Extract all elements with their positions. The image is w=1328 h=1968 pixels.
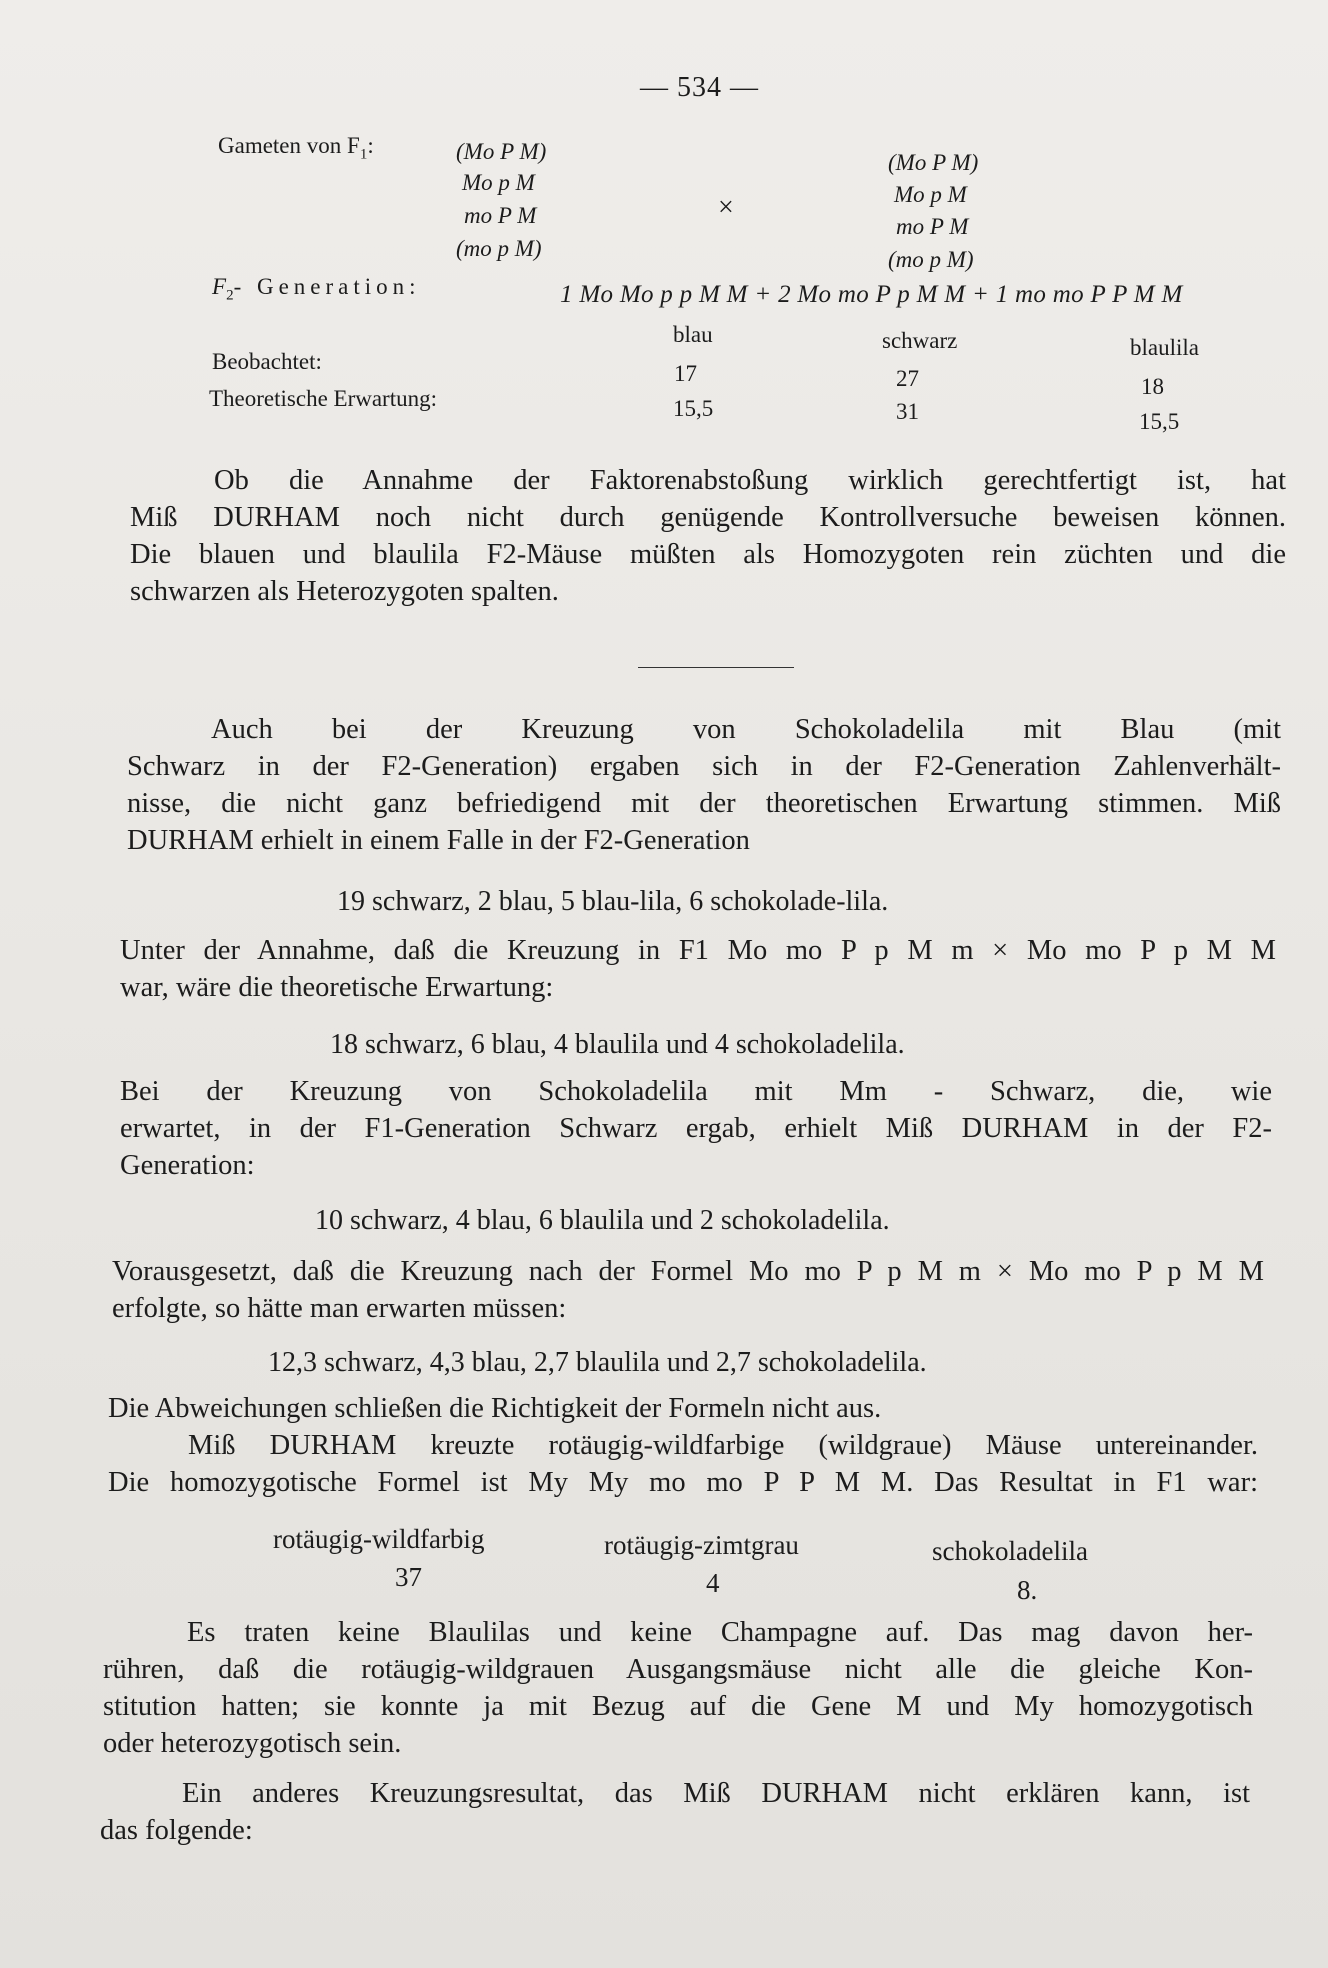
para7-line-2: rühren, daß die rotäugig-wildgrauen Ausgangsmäuse nicht alle die gleiche Kon- bbox=[103, 1654, 1253, 1685]
expected-label: Theoretische Erwartung: bbox=[209, 386, 437, 411]
para8-line-1: Ein anderes Kreuzungsresultat, das Miß DURHAM nicht erklären kann, ist bbox=[182, 1778, 1250, 1809]
observed-label: Beobachtet: bbox=[212, 349, 322, 374]
expected-blaulila: 15,5 bbox=[1139, 409, 1180, 434]
para1-line-3: Die blauen und blaulila F2-Mäuse müßten als Homozygoten rein züchten und die bbox=[130, 539, 1286, 570]
result5-value-3: 8. bbox=[1017, 1575, 1038, 1605]
gamete-right-2: Mo p M bbox=[894, 182, 967, 207]
gamete-left-1: (Mo P M) bbox=[456, 139, 547, 164]
header-blaulila: blaulila bbox=[1130, 335, 1199, 360]
para5-line-2: erfolgte, so hätte man erwarten müssen: bbox=[112, 1293, 567, 1324]
result5-header-1: rotäugig-wildfarbig bbox=[273, 1524, 485, 1554]
para6-line-2: Miß DURHAM kreuzte rotäugig-wildfarbige (wildgraue) Mäuse untereinander. bbox=[188, 1430, 1258, 1461]
gamete-left-3: mo P M bbox=[464, 203, 537, 228]
observed-blau: 17 bbox=[674, 361, 697, 386]
f2-formula: 1 Mo Mo p p M M + 2 Mo mo P p M M + 1 mo mo P P M M bbox=[560, 281, 1183, 308]
result-1: 19 schwarz, 2 blau, 5 blau-lila, 6 schokolade-lila. bbox=[337, 886, 889, 917]
observed-schwarz: 27 bbox=[896, 366, 919, 391]
para4-line-2: erwartet, in der F1-Generation Schwarz ergab, erhielt Miß DURHAM in der F2- bbox=[120, 1113, 1272, 1144]
para3-line-2: war, wäre die theoretische Erwartung: bbox=[120, 972, 554, 1003]
observed-blaulila: 18 bbox=[1141, 374, 1164, 399]
para7-line-3: stitution hatten; sie konnte ja mit Bezug auf die Gene M und My homozygotisch bbox=[103, 1691, 1253, 1722]
para4-line-1: Bei der Kreuzung von Schokoladelila mit Mm - Schwarz, die, wie bbox=[120, 1076, 1272, 1107]
result5-header-2: rotäugig-zimtgrau bbox=[604, 1530, 799, 1560]
paragraph-5 bbox=[112, 1253, 1264, 1327]
section-divider bbox=[638, 667, 794, 668]
gamete-left-2: Mo p M bbox=[462, 170, 535, 195]
paragraph-7 bbox=[103, 1614, 1253, 1762]
gametes-label: Gameten von $F_1$: bbox=[218, 133, 374, 163]
gamete-right-4: (mo p M) bbox=[888, 247, 974, 272]
para1-line-2: Miß DURHAM noch nicht durch genügende Kontrollversuche beweisen können. bbox=[130, 502, 1286, 533]
paragraph-4 bbox=[120, 1073, 1272, 1184]
gamete-left-4: (mo p M) bbox=[456, 236, 542, 261]
para2-line-4: DURHAM erhielt in einem Falle in der F2-Generation bbox=[127, 825, 750, 856]
expected-blau: 15,5 bbox=[673, 396, 714, 421]
para8-line-2: das folgende: bbox=[100, 1815, 253, 1846]
para2-line-1: Auch bei der Kreuzung von Schokoladelila mit Blau (mit bbox=[211, 714, 1281, 745]
para3-line-1: Unter der Annahme, daß die Kreuzung in F1 Mo mo P p M m × Mo mo P p M M bbox=[120, 935, 1276, 966]
para4-line-3: Generation: bbox=[120, 1150, 255, 1181]
result-2: 18 schwarz, 6 blau, 4 blaulila und 4 schokoladelila. bbox=[330, 1029, 905, 1060]
para2-line-3: nisse, die nicht ganz befriedigend mit der theoretischen Erwartung stimmen. Miß bbox=[127, 788, 1281, 819]
para7-line-4: oder heterozygotisch sein. bbox=[103, 1728, 402, 1759]
paragraph-1 bbox=[130, 462, 1286, 610]
result5-value-1: 37 bbox=[395, 1562, 422, 1592]
para6-line-1: Die Abweichungen schließen die Richtigkeit der Formeln nicht aus. bbox=[108, 1393, 882, 1424]
header-blau: blau bbox=[673, 322, 713, 347]
result5-value-2: 4 bbox=[706, 1568, 720, 1598]
f2-label: $F_2-$ Generation: bbox=[212, 274, 421, 304]
gamete-right-1: (Mo P M) bbox=[888, 150, 979, 175]
paragraph-2 bbox=[127, 711, 1281, 859]
para5-line-1: Vorausgesetzt, daß die Kreuzung nach der Formel Mo mo P p M m × Mo mo P p M M bbox=[112, 1256, 1264, 1287]
paragraph-8 bbox=[100, 1775, 1250, 1849]
expected-schwarz: 31 bbox=[896, 399, 919, 424]
para6-line-3: Die homozygotische Formel ist My My mo mo P P M M. Das Resultat in F1 war: bbox=[108, 1467, 1258, 1498]
result-4: 12,3 schwarz, 4,3 blau, 2,7 blaulila und 2,7 schokoladelila. bbox=[268, 1347, 927, 1378]
para1-line-4: schwarzen als Heterozygoten spalten. bbox=[130, 576, 559, 607]
header-schwarz: schwarz bbox=[882, 328, 958, 353]
para1-line-1: Ob die Annahme der Faktorenabstoßung wirklich gerechtfertigt ist, hat bbox=[214, 465, 1286, 496]
result5-header-3: schokoladelila bbox=[932, 1536, 1088, 1566]
gamete-right-3: mo P M bbox=[896, 214, 969, 239]
paragraph-3 bbox=[120, 932, 1276, 1006]
para2-line-2: Schwarz in der F2-Generation) ergaben sich in der F2-Generation Zahlenverhält- bbox=[127, 751, 1281, 782]
result-3: 10 schwarz, 4 blau, 6 blaulila und 2 schokoladelila. bbox=[315, 1205, 890, 1236]
cross-symbol: × bbox=[718, 192, 734, 223]
para7-line-1: Es traten keine Blaulilas und keine Champagne auf. Das mag davon her- bbox=[187, 1617, 1253, 1648]
page-number: — 534 — bbox=[640, 72, 759, 103]
paragraph-6 bbox=[108, 1390, 1258, 1501]
